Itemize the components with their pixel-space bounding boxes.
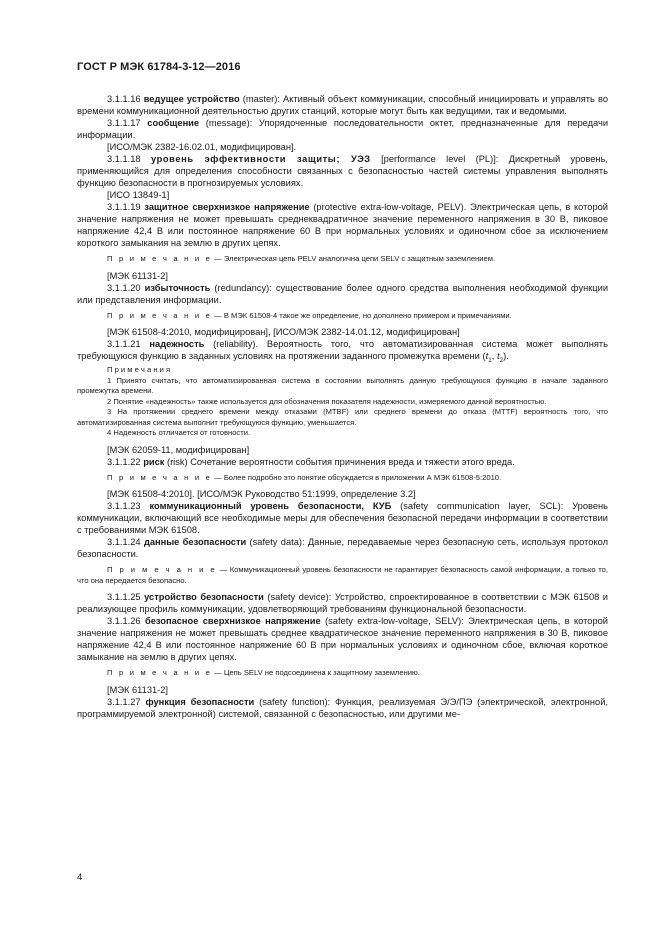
entry-term: сообщение <box>147 118 200 128</box>
entry-definition: (safety function): Функция, реализуемая Э/Э/ПЭ (электрической, электронной, программируемой электронной) системой, связанной с безопасностью, или другими ме- <box>77 696 608 719</box>
entry-3-1-1-18 <box>77 153 608 189</box>
entry-number: 3.1.1.17 <box>107 118 148 128</box>
entry-number: 3.1.1.25 <box>107 592 145 602</box>
entry-source: [МЭК 61508-4:2010]. [ИСО/МЭК Руководство 51:1999, определение 3.2] <box>107 489 416 499</box>
entry-source: [МЭК 61508-4:2010, модифицирован], [ИСО/МЭК 2382-14.01.12, модифицирован] <box>107 327 460 337</box>
note-label: П р и м е ч а н и е <box>107 254 212 263</box>
page-number: 4 <box>77 872 83 883</box>
document-header: ГОСТ Р МЭК 61784-3-12—2016 <box>77 61 241 73</box>
entry-number: 3.1.1.19 <box>107 202 145 212</box>
entry-definition: (safety communication layer, SCL): Уровень коммуникации, включающий все необходимые меры для обеспечения безопасной передачи информации в соответствии с требованиями МЭК 61508. <box>77 501 608 535</box>
entry-3-1-1-23 <box>77 500 608 536</box>
note <box>77 311 608 322</box>
entry-definition: (protective extra-low-voltage, PELV). Электрическая цепь, в которой значение напряжения не может превышать среднеквадратичное значение переменного напряжения в 30 В, пиковое напряжение 42,4 В или постоянное напряжение 60 В при нормальных условиях и одиночном сбое за исключением короткого замыкания на землю в других цепях. <box>77 202 608 248</box>
entry-definition: (reliability). Вероятность того, что автоматизированная система может выполнять требующуюся функцию в заданных условиях на протяжении заданного промежутка времени ( <box>77 339 608 361</box>
entry-term: данные безопасности <box>143 537 247 547</box>
entry-number: 3.1.1.24 <box>107 537 144 547</box>
note-item: 1 Принято считать, что автоматизированная система в состоянии выполнять данную требующуюся функцию в начале заданного промежутка времени. <box>77 375 608 395</box>
note-text: — Коммуникационный уровень безопасности не гарантирует безопасность самой информации, а только то, что она передается безопасно. <box>77 565 608 585</box>
entry-term: надежность <box>149 339 205 349</box>
entry-source: [МЭК 62059-11, модифицирован] <box>107 444 250 455</box>
note-label: П р и м е ч а н и е <box>107 668 212 677</box>
entry-definition: (message): Упорядоченные последовательности октет, предназначенные для передачи информации. <box>77 118 609 140</box>
entry-3-1-1-19 <box>77 201 608 249</box>
entry-number: 3.1.1.21 <box>107 339 150 349</box>
entry-definition: (safety device): Устройство, спроектированное в соответствии с МЭК 61508 и реализующее профиль коммуникации, удовлетворяющий требованиям функциональной безопасности. <box>77 592 608 614</box>
note-label: П р и м е ч а н и е <box>107 565 217 574</box>
entry-3-1-1-25 <box>77 591 608 615</box>
entry-source: [ИСО 13849-1] <box>107 190 170 200</box>
entry-3-1-1-22 <box>77 456 608 468</box>
note-text: — В МЭК 61508-4 такое же определение, но дополнено примером и примечаниями. <box>214 310 512 320</box>
entry-number: 3.1.1.22 <box>107 456 144 467</box>
entry-definition: (safety data): Данные, передаваемые через безопасную сеть, используя протокол безопасности. <box>77 537 609 559</box>
entry-source: [МЭК 61131-2] <box>107 684 169 695</box>
note-text: — Более подробно это понятие обсуждается в приложении А МЭК 61508-5:2010. <box>214 472 502 482</box>
separator: , <box>491 351 497 361</box>
time-symbol: t <box>485 351 489 361</box>
entry-term: безопасное сверхнизкое напряжение <box>144 616 321 626</box>
note-item: 3 На протяжении среднего времени между отказами (MTBF) или среднего времени до отказа (MTTF) вероятность того, что автоматизированная система выполнит требующуюся функцию, уменьшается. <box>77 407 608 427</box>
entry-term: устройство безопасности <box>144 592 264 602</box>
entry-number: 3.1.1.27 <box>107 696 146 707</box>
entry-number: 3.1.1.26 <box>107 616 145 626</box>
entry-definition: (redundancy): существование более одного средства выполнения необходимой функции или представления информации. <box>77 282 609 305</box>
entry-source: [ИСО/МЭК 2382-16.02.01, модифицирован]. <box>107 142 297 152</box>
note-text: — Электрическая цепь PELV аналогична цепи SELV с защитным заземлением. <box>214 254 496 263</box>
entry-3-1-1-20 <box>77 282 608 306</box>
closing: ). <box>503 351 509 361</box>
entry-source: [МЭК 61131-2] <box>107 270 169 281</box>
entry-number: 3.1.1.23 <box>107 501 150 511</box>
time-subscript: 2 <box>499 356 504 364</box>
entry-term: функция безопасности <box>145 696 255 707</box>
note-label: П р и м е ч а н и е <box>107 310 212 320</box>
entry-number: 3.1.1.20 <box>107 282 145 293</box>
note-label: П р и м е ч а н и е <box>107 472 212 482</box>
note <box>77 473 608 484</box>
entry-term: риск <box>143 456 165 467</box>
entry-term: избыточность <box>144 282 211 293</box>
entry-term: уровень эффективности защиты; УЭЗ <box>150 154 371 164</box>
note-item: 4 Надежность отличается от готовности. <box>107 428 251 437</box>
entry-term: защитное сверхнизкое напряжение <box>144 202 310 212</box>
entry-number: 3.1.1.18 <box>107 154 151 164</box>
note-item: 2 Понятие «надежность» также используется для обозначения показателя надежности, измеряемого данной вероятностью. <box>107 396 547 406</box>
note <box>77 254 608 265</box>
entry-number: 3.1.1.16 <box>107 94 144 104</box>
entry-definition: (risk) Сочетание вероятности события причинения вреда и тяжести этого вреда. <box>164 456 515 467</box>
time-subscript: 1 <box>488 356 492 364</box>
entry-definition: [performance level (PL)]: Дискретный уровень, применяющийся для определения способности связанных с безопасностью частей системы управления выполнять функцию безопасности в прогнозируемых условиях. <box>77 154 608 188</box>
entry-term: ведущее устройство <box>143 94 240 104</box>
entry-3-1-1-24 <box>77 536 608 560</box>
entry-definition: (master): Активный объект коммуникации, способный инициировать и управлять во времени коммуникационной деятельностью других станций, которые могут быть как ведущими, так и ведомыми. <box>77 94 608 116</box>
entry-definition: (safety extra-low-voltage, SELV): Электрическая цепь, в которой значение напряжения не может превышать среднее квадратическое значение переменного напряжения в 30 В, пиковое напряжение 42,4 В или постоянное напряжение 60 В при нормальных условиях и одиночном сбое, включая короткое замыкание на землю в других цепях. <box>77 616 608 662</box>
document-body <box>77 93 608 720</box>
note-text: — Цепь SELV не подсоединена к защитному заземлению. <box>214 668 420 677</box>
entry-3-1-1-16 <box>77 93 608 117</box>
entry-3-1-1-26 <box>77 615 608 663</box>
entry-term: коммуникационный уровень безопасности, КУБ <box>149 501 392 511</box>
time-symbol: t <box>496 351 500 361</box>
entry-3-1-1-21 <box>77 338 608 362</box>
entry-3-1-1-27 <box>77 696 608 720</box>
note <box>77 668 608 679</box>
notes-title: П р и м е ч а н и я <box>107 365 171 374</box>
entry-3-1-1-17 <box>77 117 608 141</box>
note <box>77 565 608 586</box>
